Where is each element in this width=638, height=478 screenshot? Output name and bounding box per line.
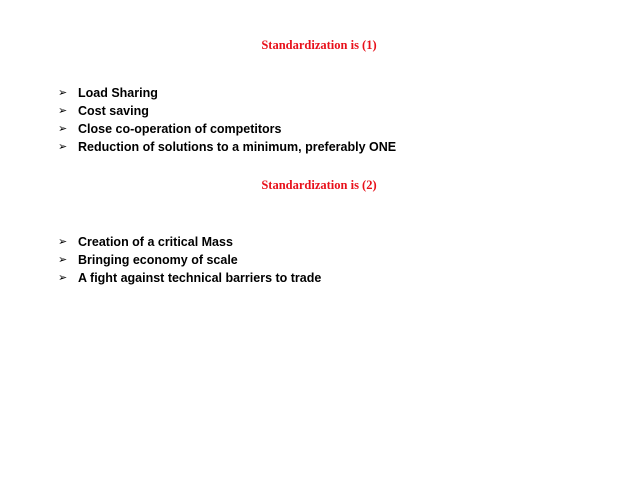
list-item-text: A fight against technical barriers to trade [78,271,322,285]
list-item [58,233,321,251]
list-item-text: Reduction of solutions to a minimum, preferably ONE [78,140,397,154]
list-item [58,269,321,287]
list-item [58,84,396,102]
arrowhead-bullet-icon: ➢ [58,104,68,117]
arrowhead-bullet-icon: ➢ [58,140,68,153]
arrowhead-bullet-icon: ➢ [58,86,68,99]
bullet-list-2 [58,233,321,287]
list-item [58,102,396,120]
list-item [58,120,396,138]
list-item-text: Bringing economy of scale [78,253,238,267]
list-item-text: Cost saving [78,104,149,118]
arrowhead-bullet-icon: ➢ [58,122,68,135]
bullet-list-1 [58,84,396,156]
list-item-text: Load Sharing [78,86,158,100]
list-item [58,251,321,269]
arrowhead-bullet-icon: ➢ [58,253,68,266]
arrowhead-bullet-icon: ➢ [58,271,68,284]
section-heading-1: Standardization is (1) [261,38,377,52]
arrowhead-bullet-icon: ➢ [58,235,68,248]
list-item [58,138,396,156]
section-heading-2: Standardization is (2) [261,178,377,192]
list-item-text: Close co-operation of competitors [78,122,282,136]
list-item-text: Creation of a critical Mass [78,235,233,249]
